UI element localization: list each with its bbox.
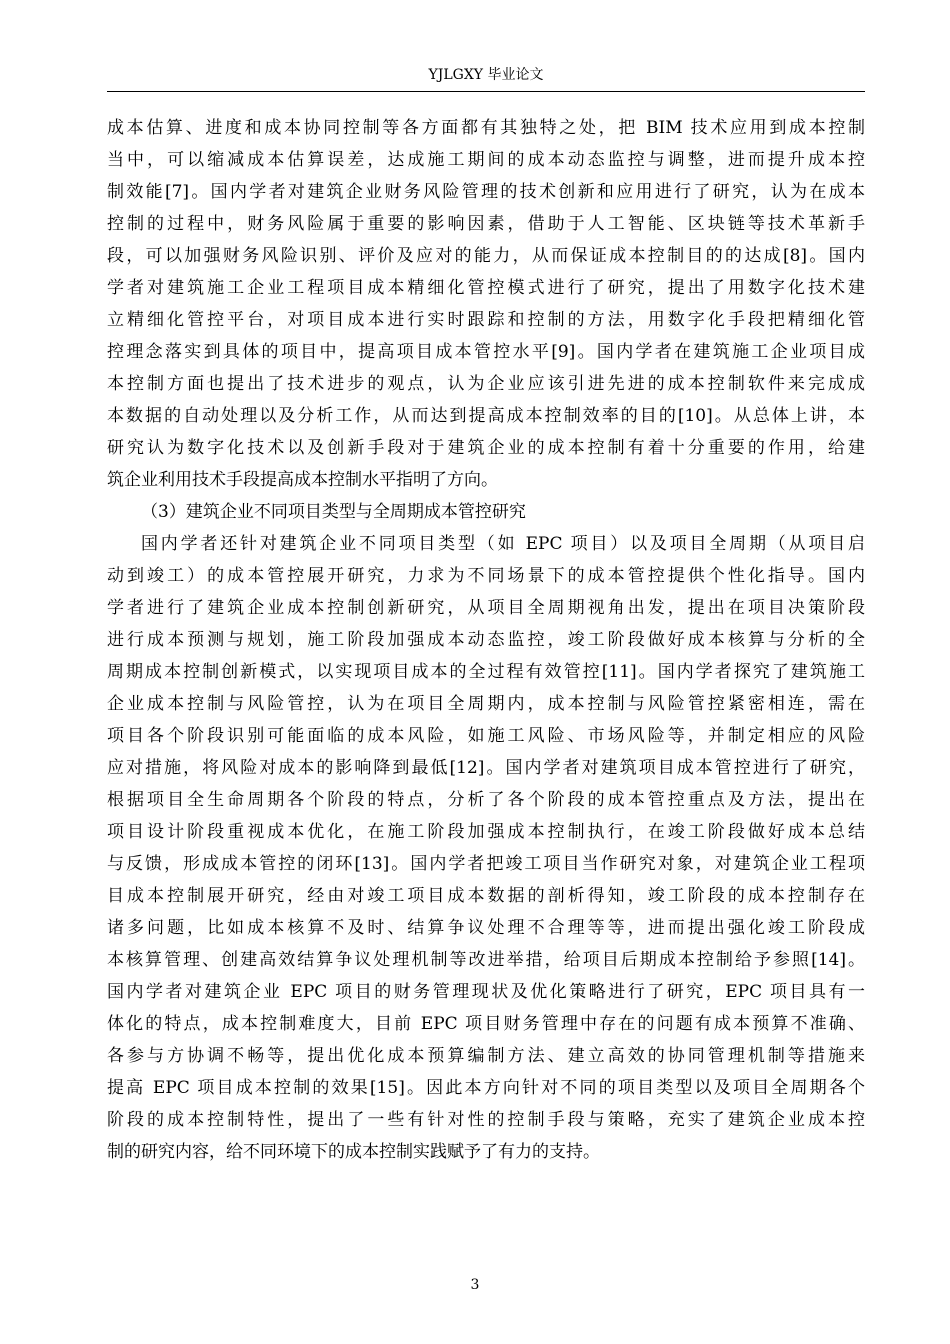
text-line: 体化的特点，成本控制难度大，目前 EPC 项目财务管理中存在的问题有成本预算不准确、 (107, 1014, 865, 1034)
text-line: 动到竣工）的成本管控展开研究，力求为不同场景下的成本管控提供个性化指导。国内 (107, 566, 865, 586)
text-line: 阶段的成本控制特性，提出了一些有针对性的控制手段与策略，充实了建筑企业成本控 (107, 1110, 865, 1130)
text-line: 成本估算、进度和成本协同控制等各方面都有其独特之处，把 BIM 技术应用到成本控制 (107, 118, 865, 138)
page-number: 3 (470, 1277, 480, 1293)
text-line: 当中，可以缩减成本估算误差，达成施工期间的成本动态监控与调整，进而提升成本控 (107, 150, 865, 170)
page-header: YJLGXY 毕业论文 (428, 67, 544, 83)
text-line: 诸多问题，比如成本核算不及时、结算争议处理不合理等等，进而提出强化竣工阶段成 (107, 918, 865, 938)
text-line: 与反馈，形成成本管控的闭环[13]。国内学者把竣工项目当作研究对象，对建筑企业工程项 (107, 854, 865, 874)
text-line: 筑企业利用技术手段提高成本控制水平指明了方向。 (107, 470, 498, 490)
section-heading: （3）建筑企业不同项目类型与全周期成本管控研究 (141, 502, 526, 522)
text-line: 本数据的自动处理以及分析工作，从而达到提高成本控制效率的目的[10]。从总体上讲，本 (107, 406, 865, 426)
text-line: 周期成本控制创新模式，以实现项目成本的全过程有效管控[11]。国内学者探究了建筑施工 (107, 662, 865, 682)
body-text (107, 112, 865, 1168)
text-line: 立精细化管控平台，对项目成本进行实时跟踪和控制的方法，用数字化手段把精细化管 (107, 310, 865, 330)
text-line: 控制的过程中，财务风险属于重要的影响因素，借助于人工智能、区块链等技术革新手 (107, 214, 865, 234)
text-line: 本核算管理、创建高效结算争议处理机制等改进举措，给项目后期成本控制给予参照[14]。 (107, 950, 865, 970)
text-line: 研究认为数字化技术以及创新手段对于建筑企业的成本控制有着十分重要的作用，给建 (107, 438, 865, 458)
text-line: 段，可以加强财务风险识别、评价及应对的能力，从而保证成本控制目的的达成[8]。国内 (107, 246, 865, 266)
text-line: 制效能[7]。国内学者对建筑企业财务风险管理的技术创新和应用进行了研究，认为在成本 (107, 182, 865, 202)
text-line: 学者对建筑施工企业工程项目成本精细化管控模式进行了研究，提出了用数字化技术建 (107, 278, 865, 298)
text-line: 制的研究内容，给不同环境下的成本控制实践赋予了有力的支持。 (107, 1142, 600, 1162)
text-line: 目成本控制展开研究，经由对竣工项目成本数据的剖析得知，竣工阶段的成本控制存在 (107, 886, 865, 906)
text-line: 应对措施，将风险对成本的影响降到最低[12]。国内学者对建筑项目成本管控进行了研究， (107, 758, 865, 778)
header-rule (107, 91, 865, 92)
text-line: 控理念落实到具体的项目中，提高项目成本管控水平[9]。国内学者在建筑施工企业项目成 (107, 342, 865, 362)
text-line: 项目设计阶段重视成本优化，在施工阶段加强成本控制执行，在竣工阶段做好成本总结 (107, 822, 865, 842)
text-line: 项目各个阶段识别可能面临的成本风险，如施工风险、市场风险等，并制定相应的风险 (107, 726, 865, 746)
text-line: 本控制方面也提出了技术进步的观点，认为企业应该引进先进的成本控制软件来完成成 (107, 374, 865, 394)
text-line: 各参与方协调不畅等，提出优化成本预算编制方法、建立高效的协同管理机制等措施来 (107, 1046, 865, 1066)
text-line: 学者进行了建筑企业成本控制创新研究，从项目全周期视角出发，提出在项目决策阶段 (107, 598, 865, 618)
text-line: 企业成本控制与风险管控，认为在项目全周期内，成本控制与风险管控紧密相连，需在 (107, 694, 865, 714)
text-line: 提高 EPC 项目成本控制的效果[15]。因此本方向针对不同的项目类型以及项目全周期各个 (107, 1078, 865, 1098)
text-line: 根据项目全生命周期各个阶段的特点，分析了各个阶段的成本管控重点及方法，提出在 (107, 790, 865, 810)
text-line: 国内学者对建筑企业 EPC 项目的财务管理现状及优化策略进行了研究，EPC 项目具有一 (107, 982, 865, 1002)
text-line: 国内学者还针对建筑企业不同项目类型（如 EPC 项目）以及项目全周期（从项目启 (141, 534, 865, 554)
text-line: 进行成本预测与规划，施工阶段加强成本动态监控，竣工阶段做好成本核算与分析的全 (107, 630, 865, 650)
